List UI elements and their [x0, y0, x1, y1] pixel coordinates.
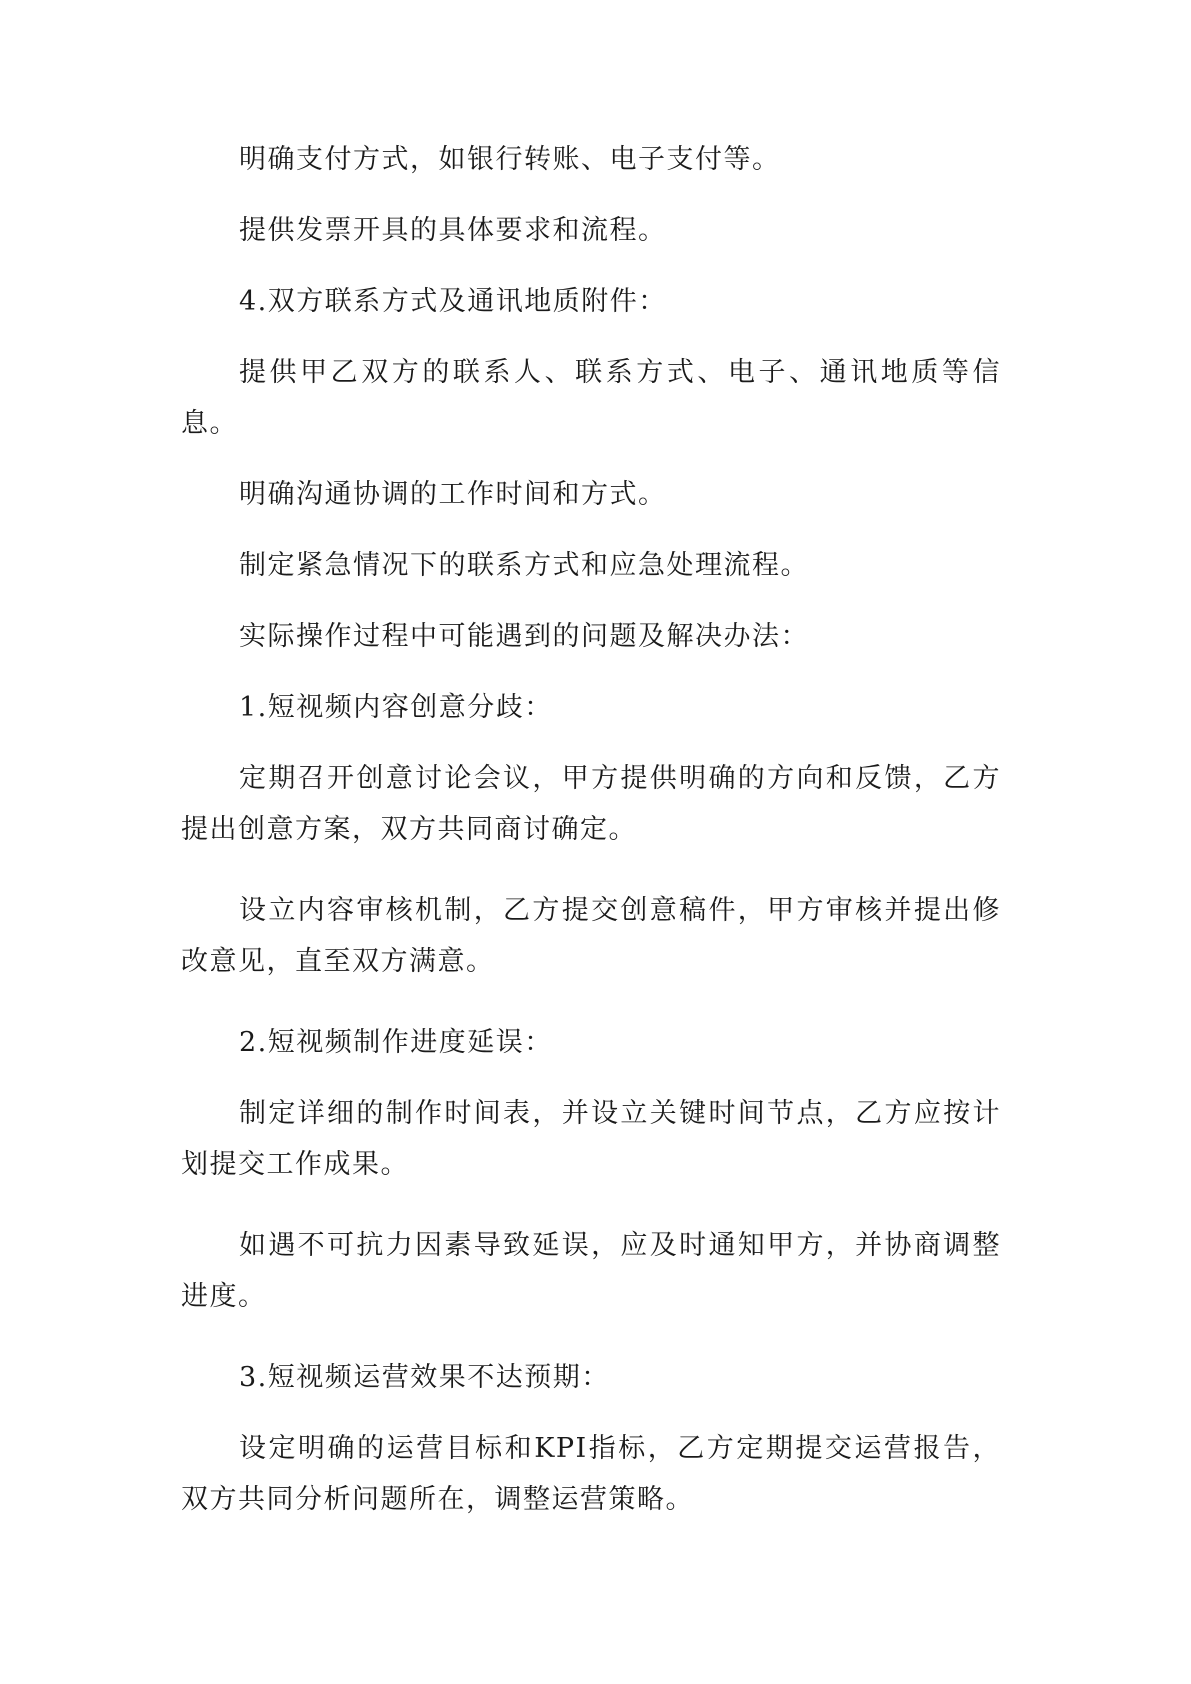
paragraph-kpi: 设定明确的运营目标和KPI指标，乙方定期提交运营报告，双方共同分析问题所在，调整运营策略。	[181, 1433, 1001, 1515]
paragraph-contact-info: 提供甲乙双方的联系人、联系方式、电子、通讯地质等信息。	[181, 357, 1001, 439]
document-body	[181, 134, 1001, 1555]
paragraph-schedule: 制定详细的制作时间表，并设立关键时间节点，乙方应按计划提交工作成果。	[181, 1098, 1001, 1180]
paragraph-invoice: 提供发票开具的具体要求和流程。	[239, 215, 667, 246]
subheading-production-delay: 2.短视频制作进度延误：	[239, 1027, 553, 1058]
subheading-creative-disagreement: 1.短视频内容创意分歧：	[239, 692, 553, 723]
paragraph-payment-method: 明确支付方式，如银行转账、电子支付等。	[239, 144, 781, 175]
paragraph-force-majeure: 如遇不可抗力因素导致延误，应及时通知甲方，并协商调整进度。	[181, 1230, 1001, 1312]
section-heading-problems: 实际操作过程中可能遇到的问题及解决办法：	[239, 621, 809, 652]
section-heading-contact: 4.双方联系方式及通讯地质附件：	[239, 286, 667, 317]
subheading-operation-results: 3.短视频运营效果不达预期：	[239, 1362, 610, 1393]
paragraph-communication-time: 明确沟通协调的工作时间和方式。	[239, 479, 667, 510]
paragraph-emergency-contact: 制定紧急情况下的联系方式和应急处理流程。	[239, 550, 809, 581]
paragraph-creative-meeting: 定期召开创意讨论会议，甲方提供明确的方向和反馈，乙方提出创意方案，双方共同商讨确定。	[181, 763, 1001, 845]
paragraph-content-review: 设立内容审核机制，乙方提交创意稿件，甲方审核并提出修改意见，直至双方满意。	[181, 895, 1001, 977]
